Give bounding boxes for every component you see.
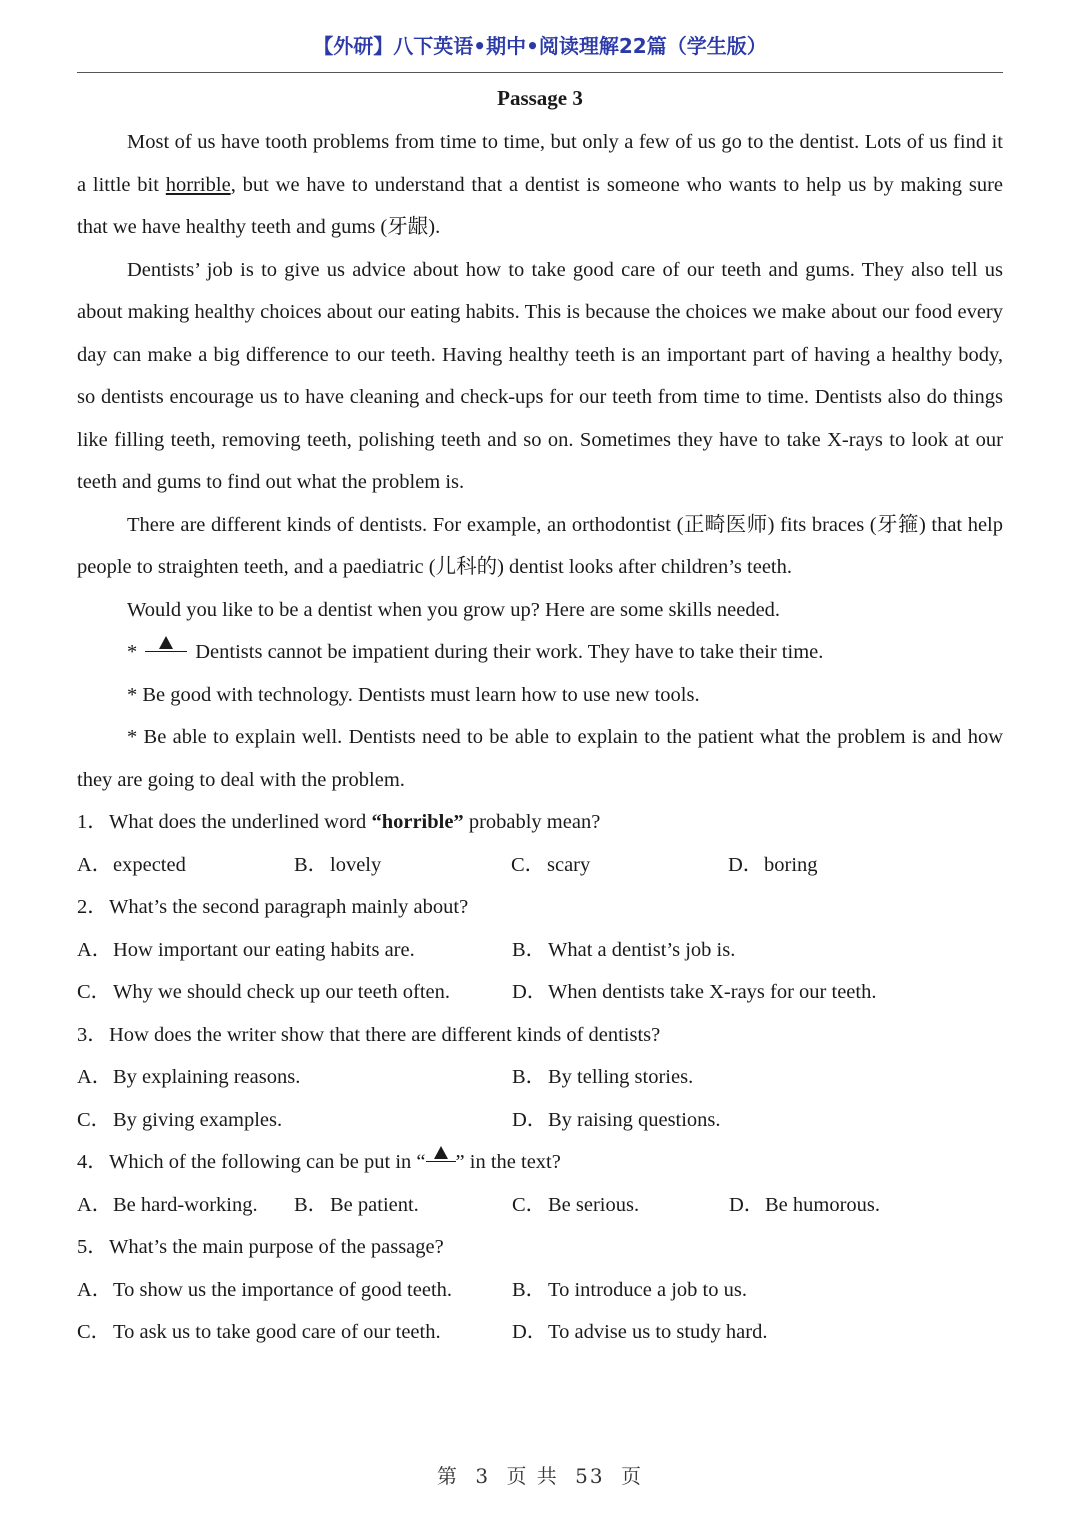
- option-text: Be serious.: [548, 1193, 640, 1216]
- skill-bullet-1: [77, 631, 1003, 674]
- paragraph-text: Most of us have tooth problems from time to time, but only a few of us go to the dentist. Lots of us find it a little bit: [77, 131, 1003, 196]
- question-2-options-row-1: [77, 929, 1003, 972]
- option-text: To advise us to study hard.: [548, 1321, 768, 1343]
- option-d[interactable]: [729, 1184, 880, 1227]
- bullet-star: *: [127, 641, 138, 663]
- paragraph-text: , but we have to understand that a dentist is someone who wants to help us by making sure that we have healthy teeth and gums (牙龈).: [77, 173, 1003, 238]
- option-a[interactable]: [77, 929, 512, 972]
- option-text: Be humorous.: [765, 1193, 881, 1216]
- option-c[interactable]: [77, 1099, 512, 1142]
- option-letter: B．: [294, 1193, 329, 1216]
- option-text: scary: [547, 853, 591, 876]
- option-text: Be hard-working.: [113, 1193, 258, 1216]
- question-text: probably mean?: [463, 811, 601, 833]
- document-header: 【外研】八下英语•期中•阅读理解22篇（学生版）: [313, 34, 767, 58]
- option-a[interactable]: [77, 844, 294, 887]
- page-number: 3: [475, 1464, 491, 1488]
- option-letter: D．: [728, 853, 764, 876]
- option-text: By explaining reasons.: [113, 1066, 301, 1088]
- option-letter: A．: [77, 853, 113, 876]
- question-text: What’s the main purpose of the passage?: [109, 1236, 444, 1258]
- option-letter: B．: [294, 853, 329, 876]
- paragraph-3: There are different kinds of dentists. For example, an orthodontist (正畸医师) fits braces (牙箍) that help people to straighten teeth, and a paediatric (儿科的) dentist looks after children’s teeth.: [77, 513, 1003, 578]
- question-text: How does the writer show that there are different kinds of dentists?: [109, 1023, 661, 1046]
- option-letter: C．: [77, 981, 112, 1003]
- option-a[interactable]: [77, 1269, 512, 1312]
- option-text: To ask us to take good care of our teeth.: [113, 1321, 441, 1343]
- triangle-icon: [159, 636, 173, 649]
- option-b[interactable]: [512, 929, 947, 972]
- question-5: [77, 1226, 1003, 1269]
- option-letter: A．: [77, 1066, 113, 1088]
- option-c[interactable]: [511, 844, 728, 887]
- option-letter: B．: [512, 1066, 547, 1088]
- option-letter: B．: [512, 1278, 547, 1301]
- skill-bullet-2: * Be good with technology. Dentists must learn how to use new tools.: [127, 683, 700, 706]
- answer-blank: [426, 1146, 456, 1162]
- footer-prefix: 第: [437, 1464, 459, 1488]
- option-letter: C．: [77, 1108, 112, 1131]
- option-text: By giving examples.: [113, 1108, 283, 1131]
- option-c[interactable]: [77, 971, 512, 1014]
- option-b[interactable]: [512, 1269, 947, 1312]
- option-c[interactable]: [512, 1184, 729, 1227]
- bullet-text: Dentists cannot be impatient during their work. They have to take their time.: [195, 641, 824, 663]
- question-5-options-row-1: [77, 1269, 1003, 1312]
- footer-suffix: 页: [620, 1464, 643, 1488]
- question-text: What’s the second paragraph mainly about?: [109, 896, 469, 918]
- option-letter: A．: [77, 1193, 113, 1216]
- option-text: To introduce a job to us.: [548, 1278, 747, 1301]
- question-3-options-row-1: [77, 1056, 1003, 1099]
- page-footer: [0, 1460, 1080, 1489]
- question-number: 5．: [77, 1236, 108, 1258]
- triangle-icon: [434, 1146, 448, 1159]
- option-text: Be patient.: [330, 1193, 419, 1216]
- option-text: By raising questions.: [548, 1108, 721, 1131]
- question-text: Which of the following can be put in “: [109, 1151, 426, 1173]
- question-2: [77, 886, 1003, 929]
- option-letter: A．: [77, 1278, 113, 1301]
- question-1-options: [77, 844, 1003, 887]
- question-number: 1．: [77, 811, 108, 833]
- question-text: ” in the text?: [455, 1151, 561, 1173]
- question-bold-word: “horrible”: [371, 811, 464, 833]
- paragraph-1: [77, 121, 1003, 249]
- skill-bullet-3: * Be able to explain well. Dentists need to be able to explain to the patient what the problem is and how they are going to deal with the problem.: [77, 726, 1003, 791]
- option-text: boring: [764, 853, 818, 876]
- question-1: [77, 801, 1003, 844]
- paragraph-2: Dentists’ job is to give us advice about how to take good care of our teeth and gums. They also tell us about making healthy choices about our eating habits. This is because the choices we make about our food every day can make a big difference to our teeth. Having healthy teeth is an important part of having a healthy body, so dentists encourage us to have cleaning and check-ups for our teeth from time to time. Dentists also do things like filling teeth, removing teeth, polishing teeth and so on. Sometimes they have to take X-rays to look at our teeth and gums to find out what the problem is.: [77, 258, 1003, 493]
- option-c[interactable]: [77, 1311, 512, 1354]
- option-letter: C．: [77, 1321, 112, 1343]
- option-text: What a dentist’s job is.: [548, 938, 736, 961]
- option-letter: D．: [512, 1321, 548, 1343]
- question-4: [77, 1141, 1003, 1184]
- option-letter: B．: [512, 938, 547, 961]
- option-d[interactable]: [512, 1099, 947, 1142]
- underlined-word: horrible: [165, 173, 231, 196]
- option-letter: C．: [511, 853, 546, 876]
- option-b[interactable]: [294, 1184, 512, 1227]
- question-number: 2．: [77, 896, 108, 918]
- question-number: 3．: [77, 1023, 108, 1046]
- option-letter: D．: [729, 1193, 765, 1216]
- option-d[interactable]: [512, 1311, 947, 1354]
- option-a[interactable]: [77, 1184, 294, 1227]
- option-d[interactable]: [512, 971, 947, 1014]
- option-letter: D．: [512, 1108, 548, 1131]
- question-2-options-row-2: [77, 971, 1003, 1014]
- paragraph-4: Would you like to be a dentist when you grow up? Here are some skills needed.: [127, 598, 781, 621]
- option-b[interactable]: [294, 844, 511, 887]
- question-number: 4．: [77, 1151, 108, 1173]
- option-text: How important our eating habits are.: [113, 938, 415, 961]
- passage-body: [77, 121, 1003, 1354]
- question-5-options-row-2: [77, 1311, 1003, 1354]
- option-a[interactable]: [77, 1056, 512, 1099]
- option-text: When dentists take X-rays for our teeth.: [548, 981, 877, 1003]
- option-d[interactable]: [728, 844, 945, 887]
- option-letter: A．: [77, 938, 113, 961]
- header-rule: [77, 72, 1003, 73]
- option-text: Why we should check up our teeth often.: [113, 981, 451, 1003]
- answer-blank: [145, 636, 187, 652]
- question-4-options: [77, 1184, 1003, 1227]
- page-total: 53: [575, 1464, 605, 1488]
- option-text: expected: [113, 853, 186, 876]
- option-letter: C．: [512, 1193, 547, 1216]
- option-text: By telling stories.: [548, 1066, 694, 1088]
- option-b[interactable]: [512, 1056, 947, 1099]
- question-3-options-row-2: [77, 1099, 1003, 1142]
- option-text: lovely: [330, 853, 382, 876]
- option-letter: D．: [512, 981, 548, 1003]
- footer-mid: 页 共: [506, 1464, 559, 1488]
- question-text: What does the underlined word: [109, 811, 372, 833]
- question-3: [77, 1014, 1003, 1057]
- passage-title: Passage 3: [497, 86, 583, 110]
- option-text: To show us the importance of good teeth.: [113, 1278, 453, 1301]
